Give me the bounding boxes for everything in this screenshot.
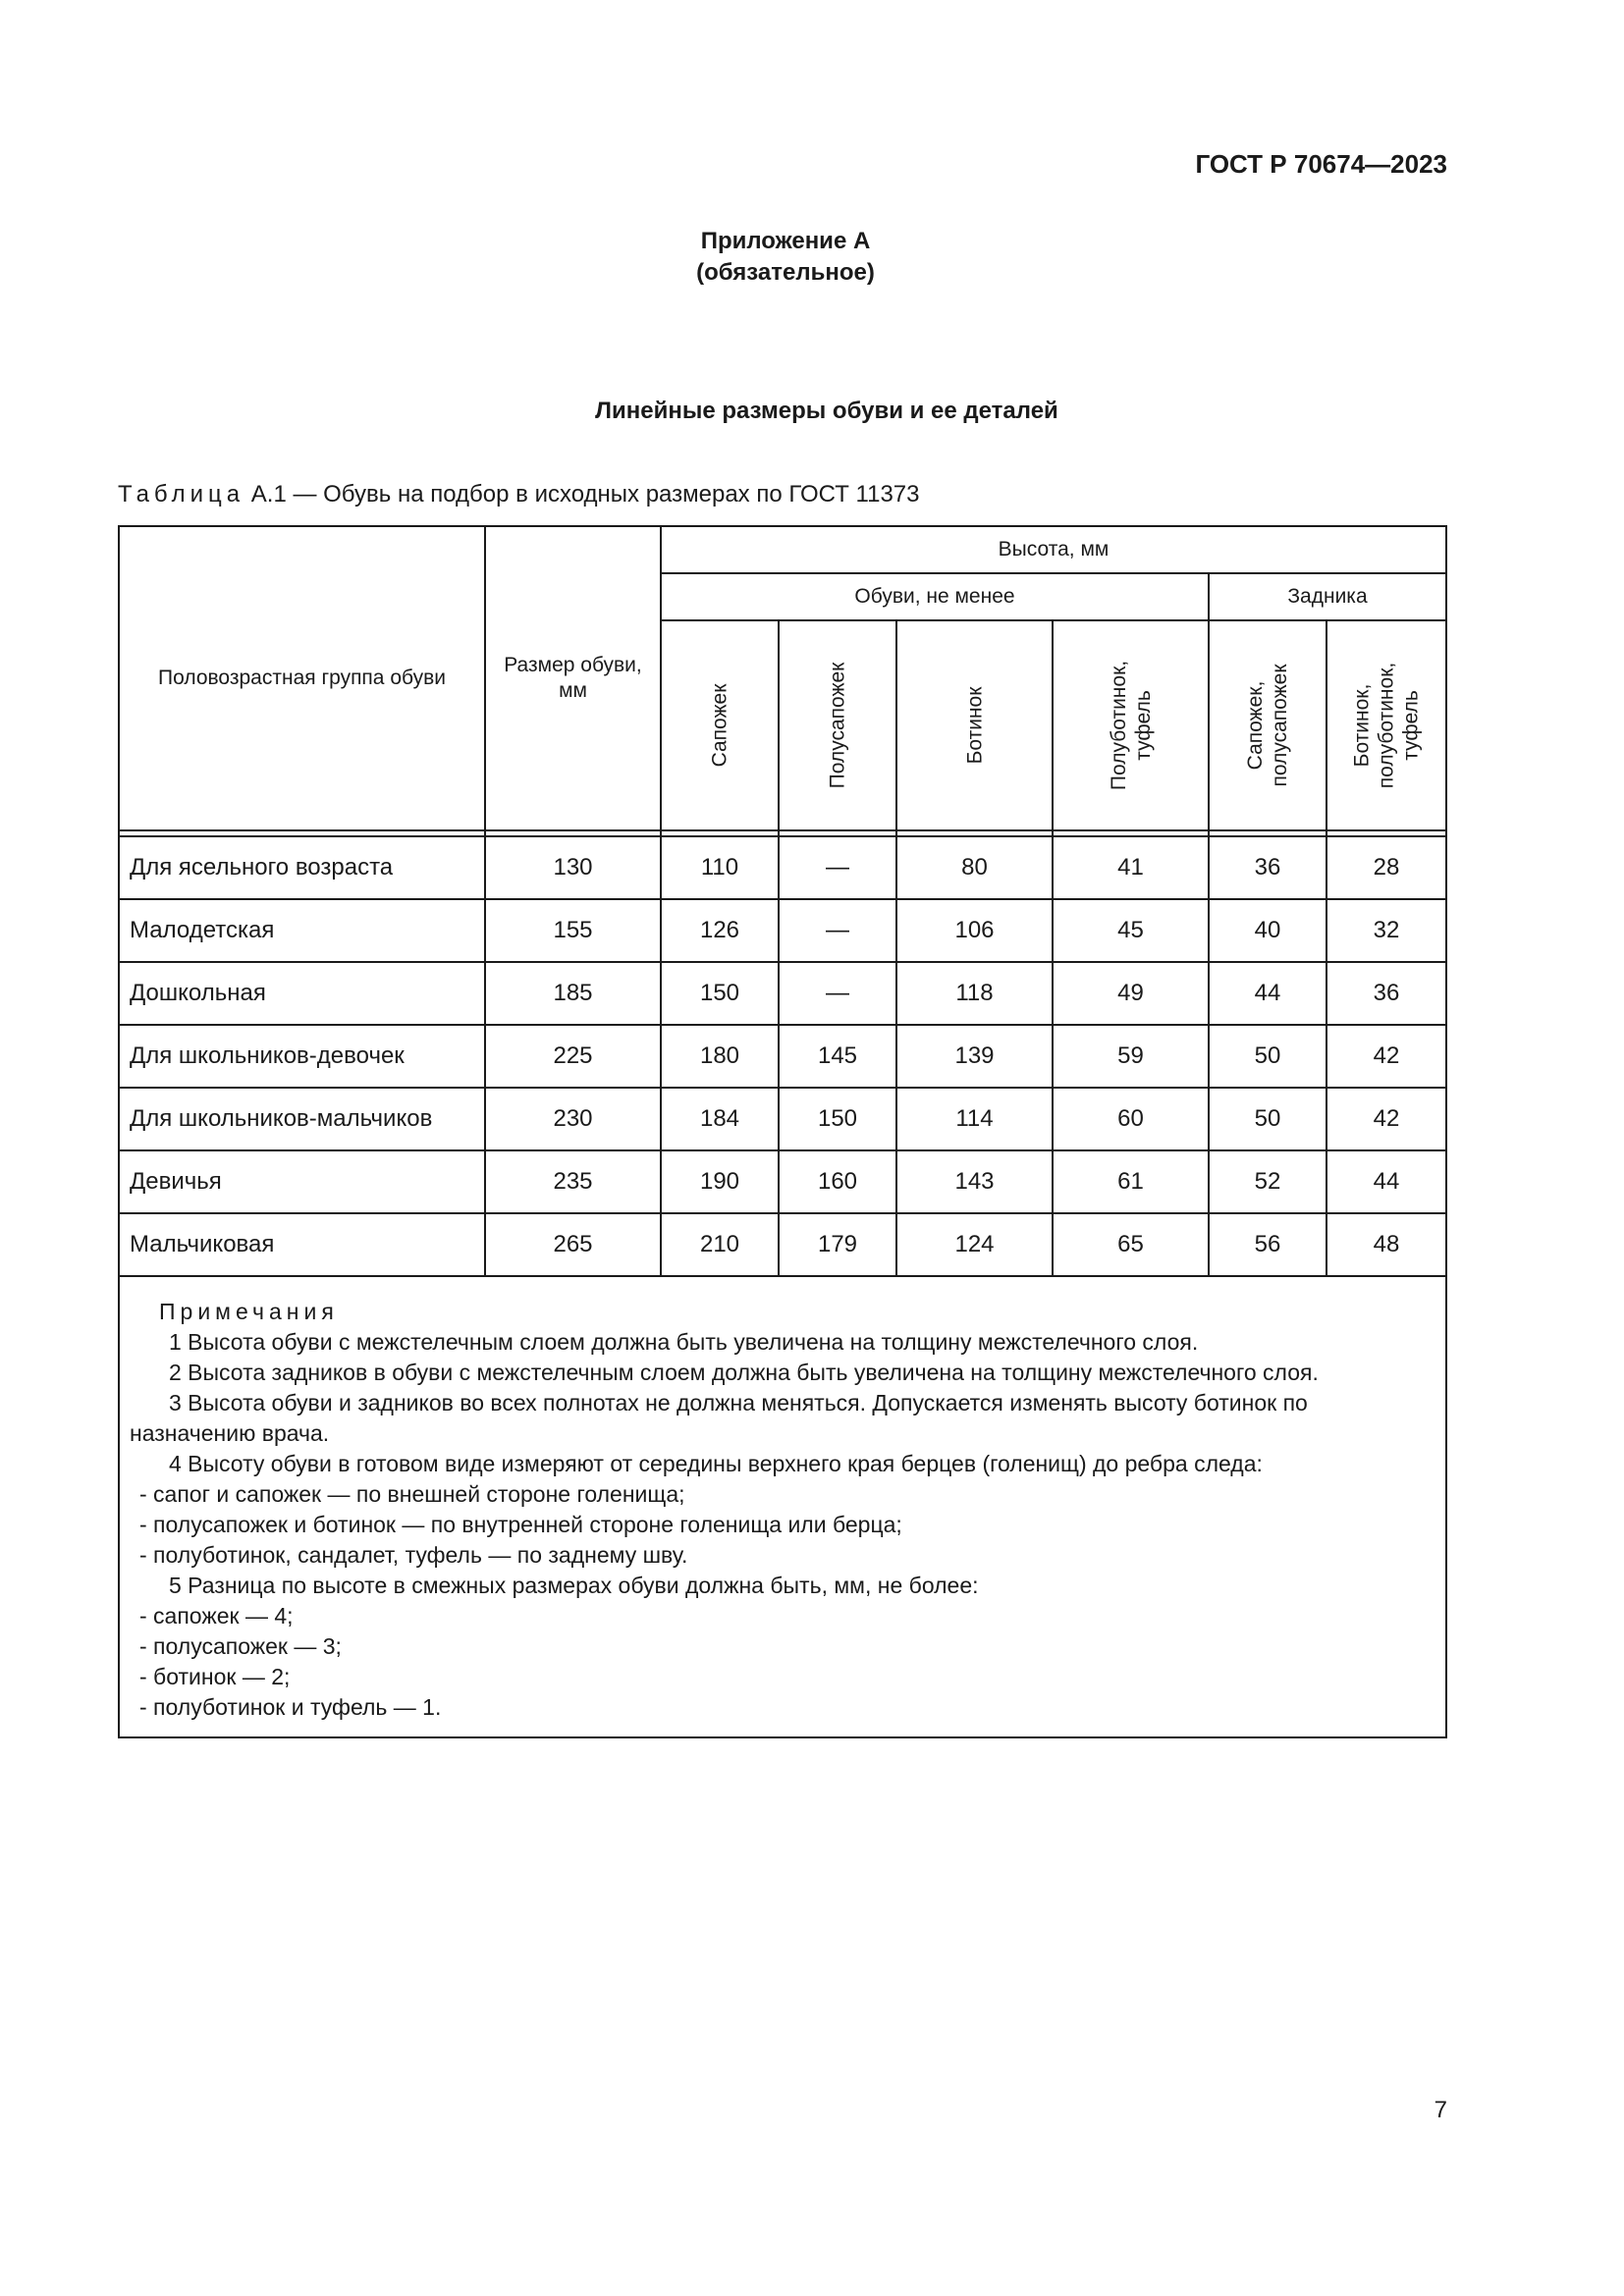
row-label: Для ясельного возраста <box>119 836 485 899</box>
table-cell: 235 <box>485 1150 661 1213</box>
table-row <box>119 962 1446 1025</box>
note-list-item: - сапожек — 4; <box>139 1603 294 1629</box>
document-code: ГОСТ Р 70674—2023 <box>1195 149 1447 179</box>
header-shoes-min: Обуви, не менее <box>661 573 1209 620</box>
table-cell: 150 <box>661 962 779 1025</box>
annex-status: (обязательное) <box>696 259 875 286</box>
header-col-text <box>708 684 732 768</box>
annex-title: Приложение А <box>700 228 871 254</box>
header-col-line: туфель <box>1131 690 1155 761</box>
table-cell: 60 <box>1053 1088 1209 1150</box>
note-list-item: - ботинок — 2; <box>139 1664 291 1689</box>
table-cell: 48 <box>1326 1213 1446 1276</box>
table-cell: 124 <box>896 1213 1053 1276</box>
header-col-5 <box>1209 620 1326 830</box>
table-cell: 180 <box>661 1025 779 1088</box>
header-height: Высота, мм <box>661 526 1446 573</box>
shoe-dimensions-table <box>118 525 1447 1738</box>
table-cell: 106 <box>896 899 1053 962</box>
table-cell: 139 <box>896 1025 1053 1088</box>
row-label: Дошкольная <box>119 962 485 1025</box>
header-col-line: Полусапожек <box>826 662 849 789</box>
header-col-line: полусапожек <box>1269 664 1291 787</box>
table-cell: 36 <box>1209 836 1326 899</box>
row-label: Для школьников-мальчиков <box>119 1088 485 1150</box>
header-col-line: Полуботинок, <box>1107 660 1130 791</box>
header-col-line: Ботинок <box>963 686 986 765</box>
table-cell: 114 <box>896 1088 1053 1150</box>
table-cell: — <box>779 899 896 962</box>
header-col-text <box>826 663 850 789</box>
note-item: 2 Высота задников в обуви с межстелечным слоем должна быть увеличена на толщину межстелечного слоя. <box>169 1360 1319 1385</box>
table-cell: 265 <box>485 1213 661 1276</box>
table-cell: 184 <box>661 1088 779 1150</box>
table-caption-label: Таблица <box>118 481 245 507</box>
table-cell: 126 <box>661 899 779 962</box>
table-cell: 160 <box>779 1150 896 1213</box>
header-col-line: Сапожек, <box>1244 680 1267 771</box>
table-cell: 59 <box>1053 1025 1209 1088</box>
header-col-2 <box>779 620 896 830</box>
table-cell: 155 <box>485 899 661 962</box>
page-number: 7 <box>1434 2097 1447 2123</box>
table-row <box>119 1213 1446 1276</box>
table-cell: — <box>779 836 896 899</box>
table-cell: 44 <box>1209 962 1326 1025</box>
table-cell: 80 <box>896 836 1053 899</box>
table-cell: 56 <box>1209 1213 1326 1276</box>
table-cell: 179 <box>779 1213 896 1276</box>
note-list-item: - сапог и сапожек — по внешней стороне голенища; <box>139 1481 685 1507</box>
row-label: Девичья <box>119 1150 485 1213</box>
header-group: Половозрастная группа обуви <box>119 526 485 830</box>
table-cell: 52 <box>1209 1150 1326 1213</box>
table-cell: 143 <box>896 1150 1053 1213</box>
table-row <box>119 1025 1446 1088</box>
notes-title: Примечания <box>159 1299 339 1324</box>
table-cell: 61 <box>1053 1150 1209 1213</box>
section-title: Линейные размеры обуви и ее деталей <box>595 398 1058 424</box>
header-col-1 <box>661 620 779 830</box>
table-cell: 50 <box>1209 1088 1326 1150</box>
row-label: Для школьников-девочек <box>119 1025 485 1088</box>
header-col-text <box>1107 661 1156 790</box>
header-col-3 <box>896 620 1053 830</box>
note-list-item: - полусапожек — 3; <box>139 1633 342 1659</box>
header-col-4 <box>1053 620 1209 830</box>
header-col-line: Ботинок, <box>1350 683 1374 768</box>
table-cell: 36 <box>1326 962 1446 1025</box>
table-cell: 32 <box>1326 899 1446 962</box>
table-cell: 118 <box>896 962 1053 1025</box>
note-item: 1 Высота обуви с межстелечным слоем должна быть увеличена на толщину межстелечного слоя. <box>169 1329 1199 1355</box>
table-cell: 150 <box>779 1088 896 1150</box>
table-cell: 45 <box>1053 899 1209 962</box>
table-caption <box>118 481 919 508</box>
header-col-6 <box>1326 620 1446 830</box>
table-cell: 42 <box>1326 1088 1446 1150</box>
note-item: 4 Высоту обуви в готовом виде измеряют от середины верхнего края берцев (голенищ) до ребра следа: <box>169 1451 1263 1476</box>
row-label: Малодетская <box>119 899 485 962</box>
note-item-5: 5 Разница по высоте в смежных размерах обуви должна быть, мм, не более: <box>169 1573 979 1598</box>
header-col-line: Сапожек <box>708 683 731 768</box>
note-list-item: - полусапожек и ботинок — по внутренней стороне голенища или берца; <box>139 1512 902 1537</box>
row-label: Мальчиковая <box>119 1213 485 1276</box>
notes-block <box>119 1276 1446 1737</box>
table-cell: 50 <box>1209 1025 1326 1088</box>
table-row <box>119 899 1446 962</box>
table-cell: 44 <box>1326 1150 1446 1213</box>
header-col-line: туфель <box>1399 690 1423 761</box>
note-list-item: - полуботинок, сандалет, туфель — по заднему шву. <box>139 1542 688 1568</box>
note-list-item: - полуботинок и туфель — 1. <box>139 1694 442 1720</box>
header-heel-counter: Задника <box>1209 573 1446 620</box>
table-cell: 185 <box>485 962 661 1025</box>
header-col-text <box>962 687 987 765</box>
table-cell: 225 <box>485 1025 661 1088</box>
header-col-text <box>1243 664 1292 786</box>
table-cell: — <box>779 962 896 1025</box>
header-size: Размер обуви, мм <box>485 526 661 830</box>
note-item: 3 Высота обуви и задников во всех полнотах не должна меняться. Допускается изменять высоту ботинок по назначению врача. <box>130 1390 1308 1446</box>
table-cell: 210 <box>661 1213 779 1276</box>
table-cell: 65 <box>1053 1213 1209 1276</box>
table-cell: 49 <box>1053 962 1209 1025</box>
table-cell: 28 <box>1326 836 1446 899</box>
table-row <box>119 836 1446 899</box>
table-cell: 145 <box>779 1025 896 1088</box>
table-cell: 190 <box>661 1150 779 1213</box>
annex-heading <box>0 226 1571 289</box>
table-cell: 42 <box>1326 1025 1446 1088</box>
table-row <box>119 1150 1446 1213</box>
table-cell: 230 <box>485 1088 661 1150</box>
table-cell: 40 <box>1209 899 1326 962</box>
table-cell: 130 <box>485 836 661 899</box>
header-col-line: полуботинок, <box>1375 662 1398 789</box>
table-caption-text: А.1 — Обувь на подбор в исходных размерах по ГОСТ 11373 <box>244 481 920 507</box>
table-row <box>119 1088 1446 1150</box>
table-cell: 110 <box>661 836 779 899</box>
table-cell: 41 <box>1053 836 1209 899</box>
header-col-text <box>1350 663 1424 788</box>
